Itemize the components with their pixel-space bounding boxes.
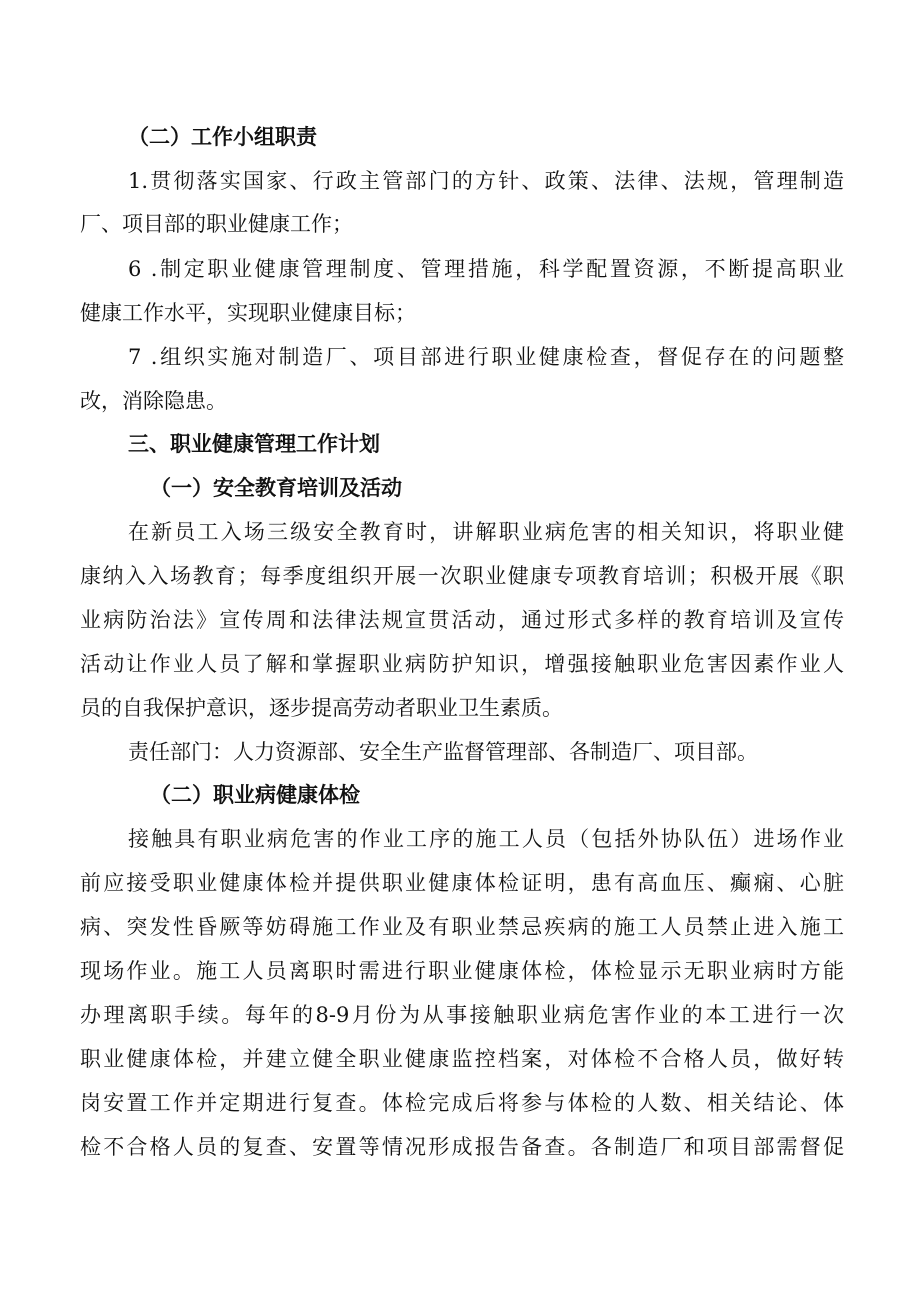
training-paragraph-line-3: 业病防治法》宣传周和法律法规宣贯活动，通过形式多样的教育培训及宣传 (80, 608, 844, 632)
duty-item-1-line-2: 厂、项目部的职业健康工作； (80, 212, 353, 236)
training-paragraph-line-1: 在新员工入场三级安全教育时，讲解职业病危害的相关知识，将职业健 (128, 520, 844, 544)
training-paragraph-line-4: 活动让作业人员了解和掌握职业病防护知识，增强接触职业危害因素作业人 (80, 652, 844, 676)
responsible-departments: 责任部门：人力资源部、安全生产监督管理部、各制造厂、项目部。 (128, 740, 758, 764)
training-paragraph-line-2: 康纳入入场教育；每季度组织开展一次职业健康专项教育培训；积极开展《职 (80, 564, 844, 588)
duty-item-7-line-2: 改，消除隐患。 (80, 389, 227, 413)
section-heading-work-group-duties: （二）工作小组职责 (128, 124, 317, 149)
training-paragraph-line-5: 员的自我保护意识，逐步提高劳动者职业卫生素质。 (80, 696, 563, 720)
duty-item-1-line-1: 1.贯彻落实国家、行政主管部门的方针、政策、法律、法规，管理制造 (128, 169, 844, 193)
health-exam-paragraph-line-3: 病、突发性昏厥等妨碍施工作业及有职业禁忌疾病的施工人员禁止进入施工 (80, 915, 844, 939)
duty-item-6-line-1: 6 .制定职业健康管理制度、管理措施，科学配置资源，不断提高职业 (128, 257, 844, 281)
subsection-heading-health-exam: （二）职业病健康体检 (150, 782, 360, 807)
health-exam-paragraph-line-7: 岗安置工作并定期进行复查。体检完成后将参与体检的人数、相关结论、体 (80, 1091, 844, 1115)
health-exam-paragraph-line-8: 检不合格人员的复查、安置等情况形成报告备查。各制造厂和项目部需督促 (80, 1135, 844, 1159)
section-heading-work-plan: 三、职业健康管理工作计划 (128, 431, 380, 456)
duty-item-6-line-2: 健康工作水平，实现职业健康目标； (80, 301, 416, 325)
health-exam-paragraph-line-5: 办理离职手续。每年的8-9月份为从事接触职业病危害作业的本工进行一次 (80, 1003, 844, 1027)
duty-item-7-line-1: 7 .组织实施对制造厂、项目部进行职业健康检查，督促存在的问题整 (128, 345, 844, 369)
subsection-heading-safety-training: （一）安全教育培训及活动 (150, 475, 402, 500)
health-exam-paragraph-line-4: 现场作业。施工人员离职时需进行职业健康体检，体检显示无职业病时方能 (80, 959, 844, 983)
health-exam-paragraph-line-2: 前应接受职业健康体检并提供职业健康体检证明，患有高血压、癫痫、心脏 (80, 871, 844, 895)
health-exam-paragraph-line-1: 接触具有职业病危害的作业工序的施工人员（包括外协队伍）进场作业 (128, 827, 844, 851)
health-exam-paragraph-line-6: 职业健康体检，并建立健全职业健康监控档案，对体检不合格人员，做好转 (80, 1047, 844, 1071)
